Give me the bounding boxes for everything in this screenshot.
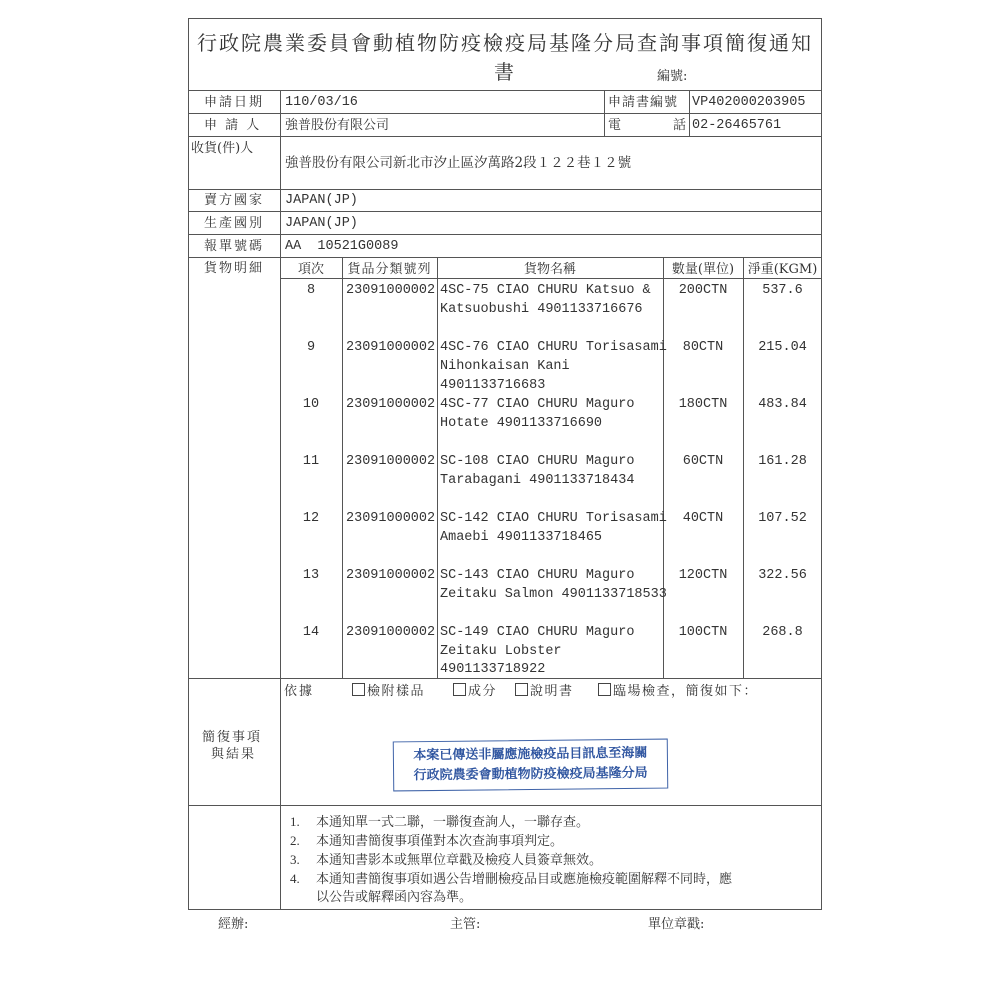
- cell-qty: 120CTN: [678, 568, 728, 583]
- cell-item: 13: [302, 568, 320, 583]
- phone-value: 02-26465761: [692, 118, 782, 133]
- divider: [280, 90, 281, 910]
- checkbox-manual[interactable]: 說明書: [515, 683, 574, 700]
- goods-section-label: 貨物明細: [204, 261, 265, 276]
- checkbox-icon[interactable]: [598, 683, 611, 696]
- cell-item: 11: [302, 454, 320, 469]
- cell-item: 10: [302, 397, 320, 412]
- cell-name-line: SC-142 CIAO CHURU Torisasami: [440, 511, 667, 526]
- origin-country-value: JAPAN(JP): [285, 216, 358, 231]
- cell-code: 23091000002: [346, 511, 436, 526]
- cell-name-line: SC-108 CIAO CHURU Maguro: [440, 454, 635, 469]
- cell-code: 23091000002: [346, 283, 436, 298]
- handler-label: 經辦:: [218, 917, 249, 932]
- checkbox-sample[interactable]: 檢附樣品: [352, 683, 425, 700]
- note-item: 3. 本通知書影本或無單位章戳及檢疫人員簽章無效。: [290, 852, 603, 868]
- col-header-qty: 數量(單位): [671, 262, 735, 277]
- cell-name-line: Hotate 4901133716690: [440, 416, 603, 431]
- cell-weight: 161.28: [758, 454, 807, 469]
- unit-seal-label: 單位章戳:: [648, 917, 705, 932]
- cell-name-line: Zeitaku Salmon 4901133718533: [440, 587, 667, 602]
- divider: [604, 90, 605, 136]
- application-no-value: VP402000203905: [692, 95, 806, 110]
- cell-code: 23091000002: [346, 625, 436, 640]
- reply-section-label-2: 與結果: [211, 747, 257, 762]
- cell-qty: 60CTN: [682, 454, 724, 469]
- cell-weight: 483.84: [758, 397, 807, 412]
- divider: [188, 678, 822, 679]
- cell-item: 12: [302, 511, 320, 526]
- cell-name-line: 4SC-77 CIAO CHURU Maguro: [440, 397, 635, 412]
- checkbox-icon[interactable]: [515, 683, 528, 696]
- apply-date-value: 110/03/16: [285, 95, 358, 110]
- divider: [188, 805, 822, 806]
- col-header-weight: 淨重(KGM): [747, 262, 818, 277]
- cell-code: 23091000002: [346, 340, 436, 355]
- divider: [188, 211, 822, 212]
- cell-weight: 537.6: [762, 283, 803, 298]
- cell-name-line: 4901133718922: [440, 662, 546, 677]
- divider: [280, 278, 822, 279]
- cell-item: 8: [306, 283, 316, 298]
- application-no-label: 申請書編號: [608, 95, 679, 110]
- cell-qty: 100CTN: [678, 625, 728, 640]
- official-stamp: [393, 739, 669, 792]
- document-title: 行政院農業委員會動植物防疫檢疫局基隆分局查詢事項簡復通知書: [197, 31, 813, 84]
- cell-name-line: Katsuobushi 4901133716676: [440, 302, 643, 317]
- divider: [188, 136, 822, 137]
- apply-date-label: 申請日期: [204, 95, 265, 110]
- note-item: 4. 本通知書簡復事項如遇公告增刪檢疫品目或應施檢疫範圍解釋不同時，應: [290, 871, 733, 887]
- cell-name-line: 4SC-75 CIAO CHURU Katsuo &: [440, 283, 651, 298]
- cell-name-line: Nihonkaisan Kani: [440, 359, 570, 374]
- divider: [689, 90, 690, 136]
- cell-name-line: Amaebi 4901133718465: [440, 530, 603, 545]
- seller-country-value: JAPAN(JP): [285, 193, 358, 208]
- supervisor-label: 主管:: [450, 917, 481, 932]
- stamp-line-2: 行政院農委會動植物防疫檢疫局基隆分局: [413, 765, 648, 784]
- phone-label-b: 話: [673, 118, 687, 133]
- checkbox-icon[interactable]: [453, 683, 466, 696]
- cell-code: 23091000002: [346, 568, 436, 583]
- checkbox-onsite-inspection[interactable]: 臨場檢查，簡復如下：: [598, 683, 758, 700]
- consignee-label: 收貨(件)人: [191, 141, 254, 156]
- serial-label: 編號:: [657, 69, 688, 84]
- divider: [188, 257, 822, 258]
- col-header-name: 貨物名稱: [523, 262, 576, 277]
- cell-name-line: Zeitaku Lobster: [440, 644, 562, 659]
- cell-code: 23091000002: [346, 397, 436, 412]
- reply-section-label-1: 簡復事項: [202, 730, 263, 745]
- cell-name-line: 4901133716683: [440, 378, 546, 393]
- seller-country-label: 賣方國家: [204, 193, 265, 208]
- cell-name-line: SC-143 CIAO CHURU Maguro: [440, 568, 635, 583]
- cell-weight: 215.04: [758, 340, 807, 355]
- cell-item: 9: [306, 340, 316, 355]
- declaration-no-label: 報單號碼: [204, 239, 265, 254]
- divider: [342, 257, 343, 678]
- checkbox-icon[interactable]: [352, 683, 365, 696]
- stamp-line-1: 本案已傳送非屬應施檢疫品目訊息至海關: [413, 745, 648, 764]
- note-item: 2. 本通知書簡復事項僅對本次查詢事項判定。: [290, 833, 564, 849]
- cell-code: 23091000002: [346, 454, 436, 469]
- cell-weight: 322.56: [758, 568, 807, 583]
- divider: [188, 113, 822, 114]
- cell-qty: 80CTN: [682, 340, 724, 355]
- applicant-value: 強普股份有限公司: [285, 118, 390, 133]
- consignee-value: 強普股份有限公司新北市汐止區汐萬路2段１２２巷１２號: [285, 155, 632, 171]
- note-item: 1. 本通知單一式二聯，一聯復查詢人，一聯存查。: [290, 814, 590, 830]
- phone-label-a: 電: [608, 118, 622, 133]
- divider: [437, 257, 438, 678]
- cell-name-line: Tarabagani 4901133718434: [440, 473, 635, 488]
- cell-qty: 180CTN: [678, 397, 728, 412]
- divider: [188, 90, 822, 91]
- col-header-item: 項次: [297, 262, 324, 277]
- basis-label: 依據: [284, 684, 315, 699]
- declaration-no-value: AA 10521G0089: [285, 239, 399, 254]
- divider: [188, 189, 822, 190]
- divider: [188, 234, 822, 235]
- note-item: 以公告或解釋函內容為準。: [316, 890, 473, 905]
- cell-weight: 268.8: [762, 625, 803, 640]
- checkbox-ingredients[interactable]: 成分: [453, 683, 497, 700]
- cell-name-line: SC-149 CIAO CHURU Maguro: [440, 625, 635, 640]
- applicant-label: 申 請 人: [204, 118, 262, 133]
- cell-item: 14: [302, 625, 320, 640]
- origin-country-label: 生產國別: [204, 216, 265, 231]
- cell-name-line: 4SC-76 CIAO CHURU Torisasami: [440, 340, 667, 355]
- cell-qty: 40CTN: [682, 511, 724, 526]
- cell-qty: 200CTN: [678, 283, 728, 298]
- cell-weight: 107.52: [758, 511, 807, 526]
- col-header-code: 貨品分類號列: [347, 262, 432, 277]
